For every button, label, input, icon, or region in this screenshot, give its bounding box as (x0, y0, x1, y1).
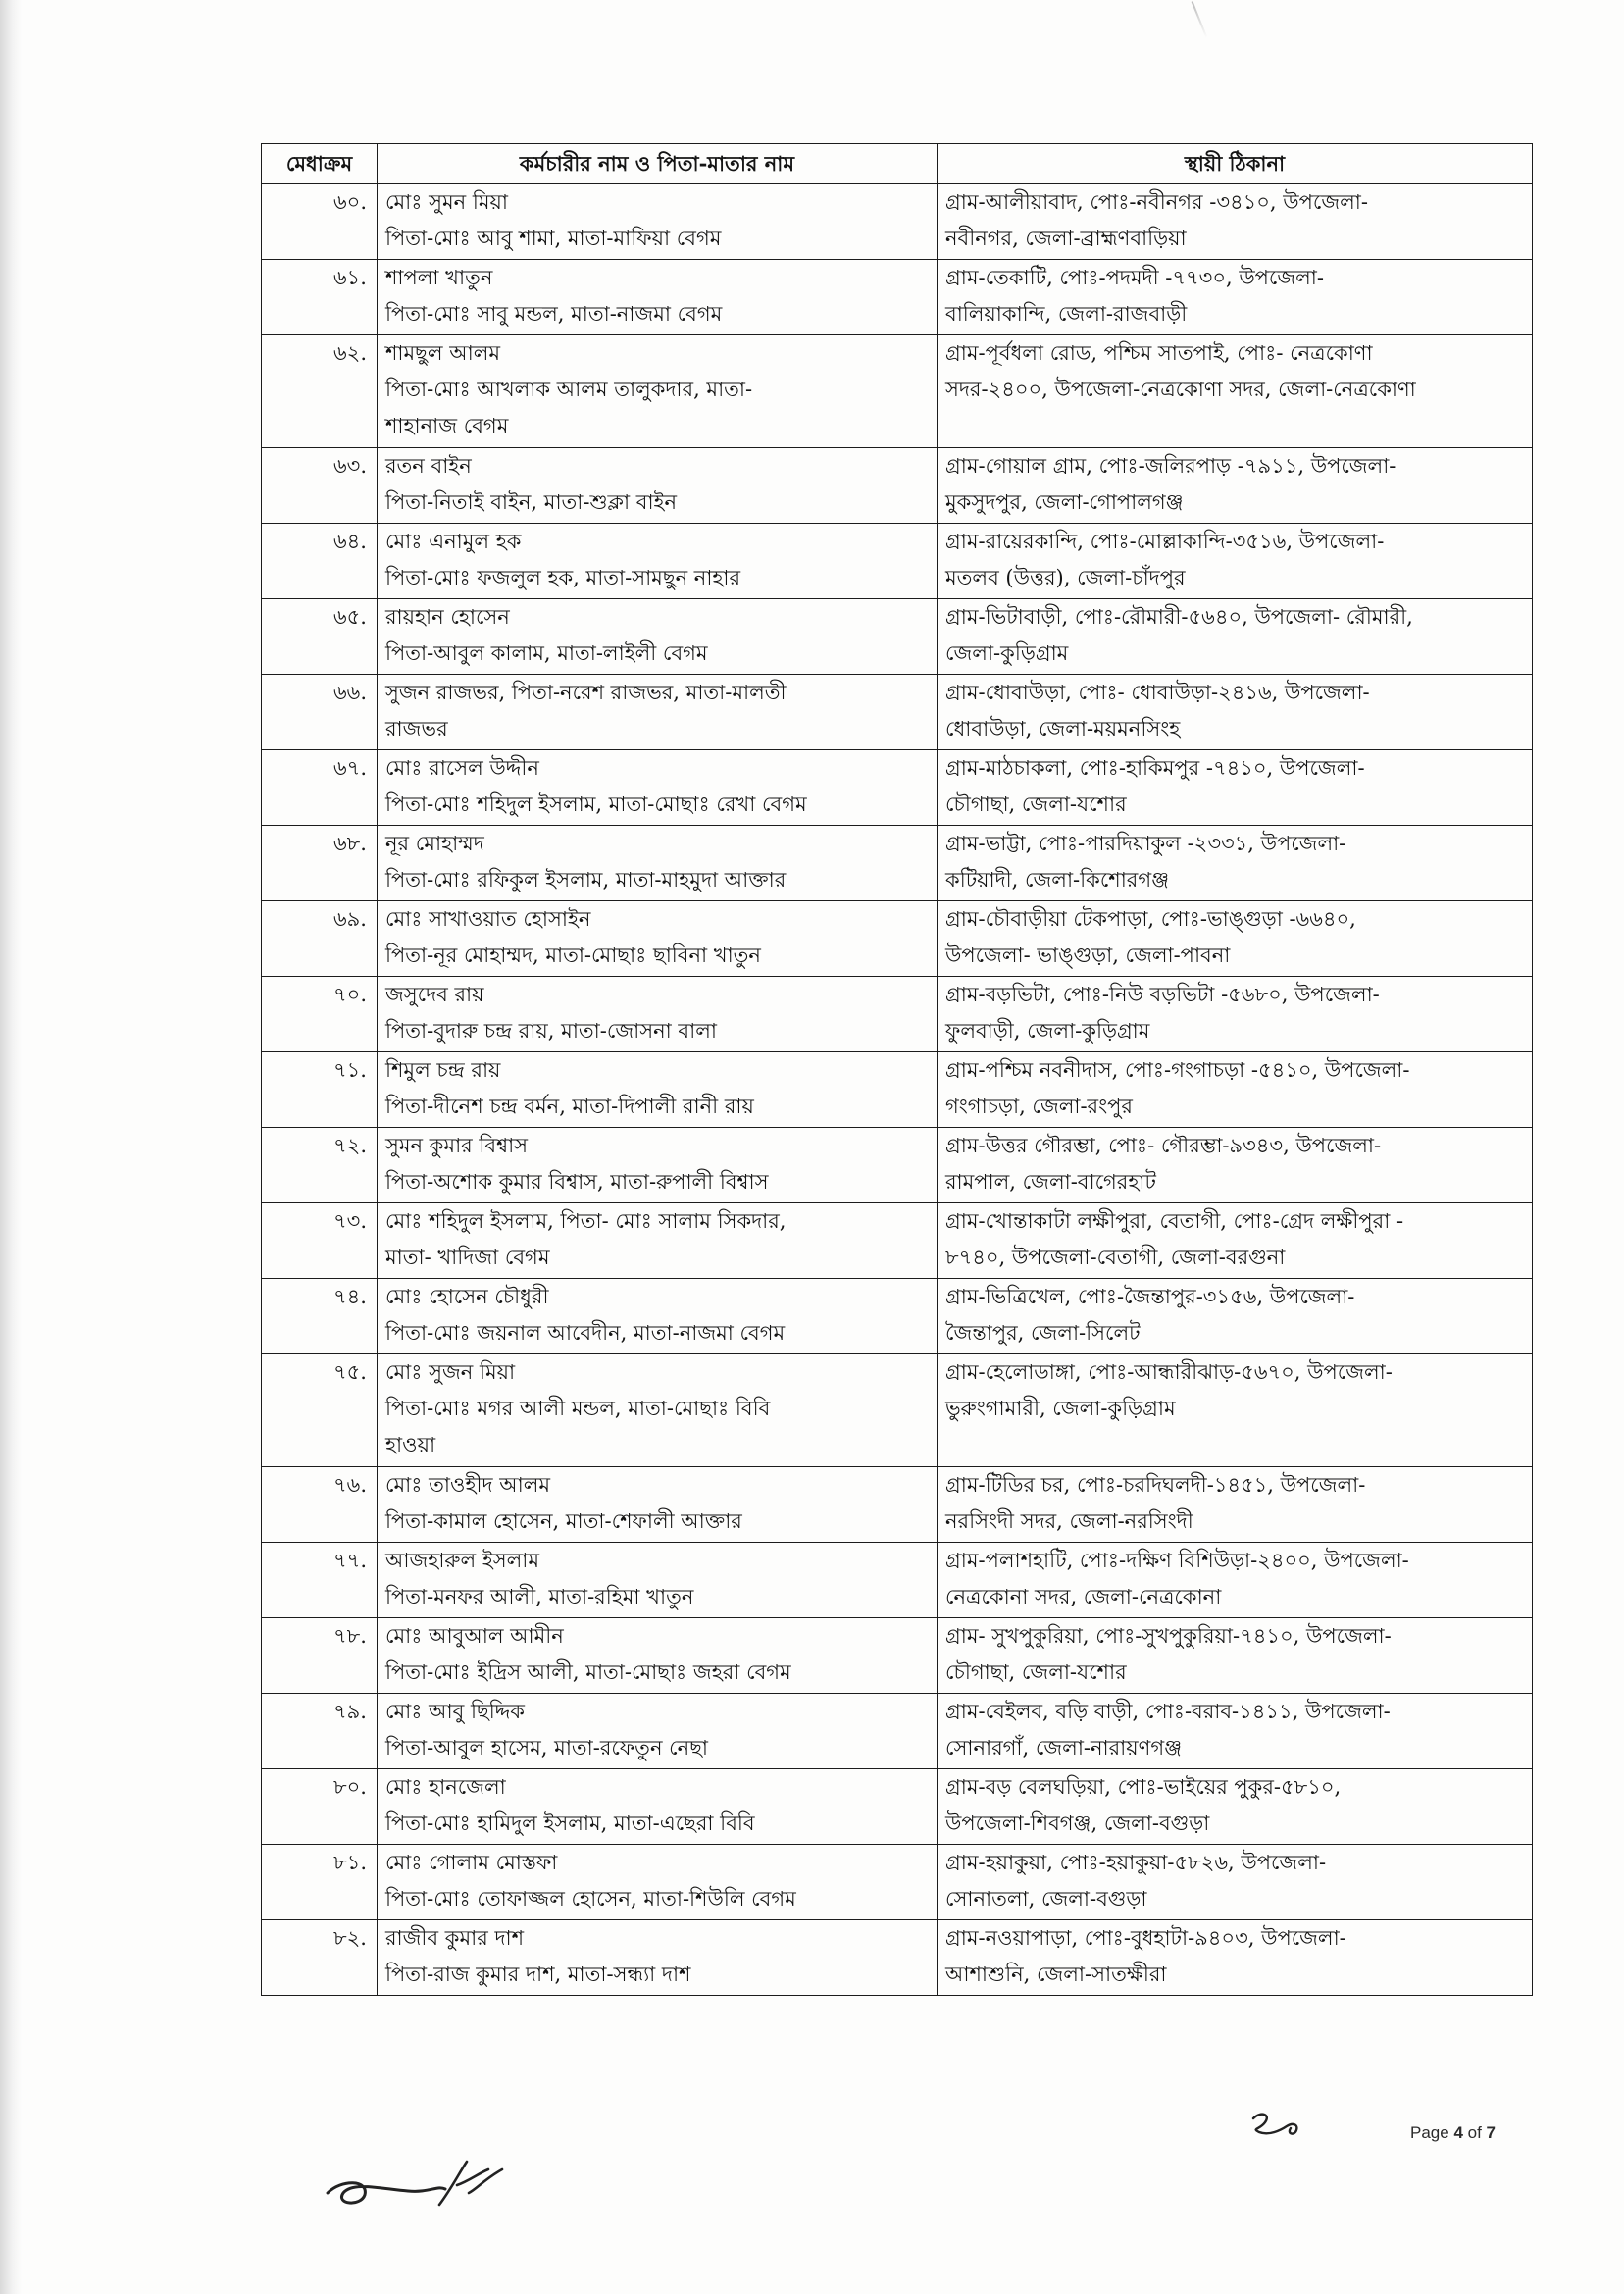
parent-names-line: পিতা-নূর মোহাম্মদ, মাতা-মোছাঃ ছাবিনা খাতুন (385, 943, 761, 967)
employee-name: রাজীব কুমার দাশ (385, 1926, 525, 1950)
address-line: উপজেলা- ভাঙ্গুড়া, জেলা-পাবনা (945, 943, 1231, 967)
table-row (262, 1128, 1533, 1203)
parent-names-line: মাতা- খাদিজা বেগম (385, 1246, 550, 1269)
table-row (262, 184, 1533, 260)
employee-name: মোঃ সাখাওয়াত হোসাইন (385, 907, 591, 931)
parent-names-line: পিতা-মোঃ ফজলুল হক, মাতা-সামছুন নাহার (385, 566, 741, 589)
parent-names-line: শাহানাজ বেগম (385, 414, 509, 437)
employee-name: শাপলা খাতুন (385, 266, 493, 289)
name-cell (378, 1694, 938, 1769)
page-number (1410, 2123, 1496, 2143)
serial-cell: ৭৭. (262, 1543, 378, 1618)
parent-names-line: হাওয়া (385, 1433, 436, 1456)
serial-cell: ৬৭. (262, 750, 378, 826)
parent-names-line: পিতা-মোঃ তোফাজ্জল হোসেন, মাতা-শিউলি বেগম (385, 1887, 796, 1911)
name-cell (378, 1920, 938, 1996)
address-line: গ্রাম-ভাট্টা, পোঃ-পারদিয়াকুল -২৩৩১, উপজেলা- (945, 832, 1346, 855)
address-line: গ্রাম-ভিটাবাড়ী, পোঃ-রৌমারী-৫৬৪০, উপজেলা- রৌমারী, (945, 605, 1413, 629)
name-cell (378, 599, 938, 675)
employee-name: রতন বাইন (385, 454, 472, 478)
address-line: নবীনগর, জেলা-ব্রাহ্মণবাড়িয়া (945, 227, 1187, 250)
employee-name: সুমন কুমার বিশ্বাস (385, 1134, 529, 1157)
table-row (262, 1845, 1533, 1920)
address-cell (938, 1279, 1533, 1354)
address-line: সোনারগাঁ, জেলা-নারায়ণগঞ্জ (945, 1736, 1183, 1759)
table-row (262, 1920, 1533, 1996)
employee-name: মোঃ আবু ছিদ্দিক (385, 1700, 525, 1723)
parent-names-line: পিতা-দীনেশ চন্দ্র বর্মন, মাতা-দিপালী রানী রায় (385, 1095, 754, 1118)
address-cell (938, 901, 1533, 977)
address-cell (938, 524, 1533, 599)
address-cell (938, 1128, 1533, 1203)
header-name: কর্মচারীর নাম ও পিতা-মাতার নাম (378, 144, 938, 184)
table-row (262, 599, 1533, 675)
header-address: স্থায়ী ঠিকানা (938, 144, 1533, 184)
address-cell (938, 1694, 1533, 1769)
address-line: নরসিংদী সদর, জেলা-নরসিংদী (945, 1509, 1193, 1533)
serial-cell: ৮১. (262, 1845, 378, 1920)
address-cell (938, 750, 1533, 826)
employee-name: মোঃ শহিদুল ইসলাম, পিতা- মোঃ সালাম সিকদার, (385, 1209, 787, 1233)
address-cell (938, 1543, 1533, 1618)
address-line: গ্রাম-বেইলব, বড়ি বাড়ী, পোঃ-বরাব-১৪১১, উপজেলা- (945, 1700, 1391, 1723)
header-serial: মেধাক্রম (262, 144, 378, 184)
address-line: গ্রাম-হয়াকুয়া, পোঃ-হয়াকুয়া-৫৮২৬, উপজেলা- (945, 1851, 1327, 1874)
table-row (262, 977, 1533, 1052)
address-line: গংগাচড়া, জেলা-রংপুর (945, 1095, 1133, 1118)
address-line: গ্রাম-রায়েরকান্দি, পোঃ-মোল্লাকান্দি-৩৫১৬, উপজেলা- (945, 530, 1385, 553)
employee-name: মোঃ হোসেন চৌধুরী (385, 1285, 549, 1308)
scan-edge-shadow (0, 0, 22, 2294)
parent-names-line: পিতা-অশোক কুমার বিশ্বাস, মাতা-রুপালী বিশ্বাস (385, 1170, 769, 1194)
employee-name: মোঃ তাওহীদ আলম (385, 1473, 550, 1497)
table-row (262, 524, 1533, 599)
name-cell (378, 260, 938, 335)
address-cell (938, 675, 1533, 750)
address-line: সদর-২৪০০, উপজেলা-নেত্রকোণা সদর, জেলা-নেত্রকোণা (945, 378, 1416, 401)
parent-names-line: পিতা-রাজ কুমার দাশ, মাতা-সন্ধ্যা দাশ (385, 1963, 691, 1986)
serial-cell: ৮০. (262, 1769, 378, 1845)
parent-names-line: পিতা-মোঃ আবু শামা, মাতা-মাফিয়া বেগম (385, 227, 722, 250)
name-cell (378, 335, 938, 448)
address-line: সোনাতলা, জেলা-বগুড়া (945, 1887, 1147, 1911)
address-cell (938, 1467, 1533, 1543)
address-cell (938, 1920, 1533, 1996)
name-cell (378, 1203, 938, 1279)
name-cell (378, 1128, 938, 1203)
address-cell (938, 826, 1533, 901)
table-row (262, 1279, 1533, 1354)
employee-name: মোঃ এনামুল হক (385, 530, 522, 553)
table-body (262, 184, 1533, 1996)
table-row (262, 1354, 1533, 1467)
address-cell (938, 448, 1533, 524)
serial-cell: ৭৩. (262, 1203, 378, 1279)
address-line: গ্রাম- সুখপুকুরিয়া, পোঃ-সুখপুকুরিয়া-৭৪১০, উপজেলা- (945, 1624, 1392, 1648)
table-row (262, 448, 1533, 524)
address-line: রামপাল, জেলা-বাগেরহাট (945, 1170, 1156, 1194)
name-cell (378, 448, 938, 524)
serial-cell: ৬৫. (262, 599, 378, 675)
name-cell (378, 1052, 938, 1128)
serial-cell: ৭৮. (262, 1618, 378, 1694)
page-total: 7 (1486, 2123, 1496, 2142)
address-line: ভুরুংগামারী, জেলা-কুড়িগ্রাম (945, 1397, 1176, 1420)
table-row (262, 335, 1533, 448)
parent-names-line: পিতা-মোঃ জয়নাল আবেদীন, মাতা-নাজমা বেগম (385, 1321, 786, 1345)
address-line: ধোবাউড়া, জেলা-ময়মনসিংহ (945, 717, 1181, 740)
name-cell (378, 524, 938, 599)
table-row (262, 1769, 1533, 1845)
address-line: গ্রাম-নওয়াপাড়া, পোঃ-বুধহাটা-৯৪০৩, উপজেলা- (945, 1926, 1346, 1950)
signature-mark (322, 2150, 547, 2218)
employee-name: রায়হান হোসেন (385, 605, 510, 629)
address-line: গ্রাম-তেকাটি, পোঃ-পদমদী -৭৭৩০, উপজেলা- (945, 266, 1324, 289)
scan-fold-mark (1192, 1, 1208, 38)
address-line: মতলব (উত্তর), জেলা-চাঁদপুর (945, 566, 1186, 589)
employee-name: শামছুল আলম (385, 341, 501, 365)
table-row (262, 1203, 1533, 1279)
name-cell (378, 1769, 938, 1845)
table-row (262, 750, 1533, 826)
table-row (262, 826, 1533, 901)
name-cell (378, 675, 938, 750)
address-line: আশাশুনি, জেলা-সাতক্ষীরা (945, 1963, 1167, 1986)
serial-cell: ৬৩. (262, 448, 378, 524)
parent-names-line: পিতা-মোঃ ইদ্রিস আলী, মাতা-মোছাঃ জহরা বেগম (385, 1660, 791, 1684)
address-line: ৮৭৪০, উপজেলা-বেতাগী, জেলা-বরগুনা (945, 1246, 1286, 1269)
page-current: 4 (1453, 2123, 1463, 2142)
address-cell (938, 1769, 1533, 1845)
serial-cell: ৭৪. (262, 1279, 378, 1354)
address-line: গ্রাম-টিডির চর, পোঃ-চরদিঘলদী-১৪৫১, উপজেলা- (945, 1473, 1366, 1497)
parent-names-line: পিতা-মোঃ সাবু মন্ডল, মাতা-নাজমা বেগম (385, 302, 723, 326)
table-row (262, 901, 1533, 977)
serial-cell: ৭৫. (262, 1354, 378, 1467)
address-line: নেত্রকোনা সদর, জেলা-নেত্রকোনা (945, 1585, 1222, 1608)
table-row (262, 675, 1533, 750)
table-row (262, 1694, 1533, 1769)
parent-names-line: পিতা-আবুল কালাম, মাতা-লাইলী বেগম (385, 641, 708, 665)
table-row (262, 1618, 1533, 1694)
address-line: গ্রাম-উত্তর গৌরম্ভা, পোঃ- গৌরম্ভা-৯৩৪৩, উপজেলা- (945, 1134, 1382, 1157)
address-line: ফুলবাড়ী, জেলা-কুড়িগ্রাম (945, 1019, 1150, 1043)
table-row (262, 260, 1533, 335)
address-line: গ্রাম-গোয়াল গ্রাম, পোঃ-জলিরপাড় -৭৯১১, উপজেলা- (945, 454, 1396, 478)
address-cell (938, 1203, 1533, 1279)
address-cell (938, 184, 1533, 260)
address-line: জেলা-কুড়িগ্রাম (945, 641, 1069, 665)
address-cell (938, 1052, 1533, 1128)
employee-roster-table (261, 143, 1533, 1996)
serial-cell: ৬০. (262, 184, 378, 260)
employee-name: মোঃ সুজন মিয়া (385, 1360, 516, 1384)
parent-names-line: পিতা-আবুল হাসেম, মাতা-রফেতুন নেছা (385, 1736, 709, 1759)
parent-names-line: পিতা-মোঃ মগর আলী মন্ডল, মাতা-মোছাঃ বিবি (385, 1397, 771, 1420)
employee-name: মোঃ রাসেল উদ্দীন (385, 756, 539, 780)
address-line: কটিয়াদী, জেলা-কিশোরগঞ্জ (945, 868, 1170, 892)
name-cell (378, 750, 938, 826)
serial-cell: ৬২. (262, 335, 378, 448)
serial-cell: ৮২. (262, 1920, 378, 1996)
address-line: গ্রাম-পূর্বধলা রোড, পশ্চিম সাতপাই, পোঃ- নেত্রকোণা (945, 341, 1373, 365)
address-line: গ্রাম-পলাশহাটি, পোঃ-দক্ষিণ বিশিউড়া-২৪০০, উপজেলা- (945, 1549, 1409, 1572)
address-cell (938, 977, 1533, 1052)
address-cell (938, 1618, 1533, 1694)
address-line: মুকসুদপুর, জেলা-গোপালগঞ্জ (945, 490, 1184, 514)
name-cell (378, 1543, 938, 1618)
name-cell (378, 901, 938, 977)
table-header-row (262, 144, 1533, 184)
address-cell (938, 1845, 1533, 1920)
name-cell (378, 1618, 938, 1694)
serial-cell: ৭৯. (262, 1694, 378, 1769)
name-cell (378, 977, 938, 1052)
employee-name: মোঃ হানজেলা (385, 1775, 506, 1799)
address-line: বালিয়াকান্দি, জেলা-রাজবাড়ী (945, 302, 1188, 326)
name-cell (378, 1279, 938, 1354)
address-line: গ্রাম-চৌবাড়ীয়া টেকপাড়া, পোঃ-ভাঙ্গুড়া -৬৬৪০, (945, 907, 1356, 931)
serial-cell: ৬১. (262, 260, 378, 335)
name-cell (378, 1467, 938, 1543)
employee-name: আজহারুল ইসলাম (385, 1549, 540, 1572)
employee-name: মোঃ গোলাম মোস্তফা (385, 1851, 558, 1874)
address-cell (938, 1354, 1533, 1467)
serial-cell: ৬৮. (262, 826, 378, 901)
address-line: গ্রাম-মাঠচাকলা, পোঃ-হাকিমপুর -৭৪১০, উপজেলা- (945, 756, 1365, 780)
address-line: চৌগাছা, জেলা-যশোর (945, 1660, 1127, 1684)
parent-names-line: পিতা-বুদারু চন্দ্র রায়, মাতা-জোসনা বালা (385, 1019, 717, 1043)
employee-name: শিমুল চন্দ্র রায় (385, 1058, 501, 1082)
serial-cell: ৭৬. (262, 1467, 378, 1543)
address-line: জৈন্তাপুর, জেলা-সিলেট (945, 1321, 1141, 1345)
page-prefix: Page (1410, 2123, 1454, 2142)
parent-names-line: রাজভর (385, 717, 448, 740)
serial-cell: ৬৬. (262, 675, 378, 750)
page-separator: of (1462, 2123, 1487, 2142)
parent-names-line: পিতা-নিতাই বাইন, মাতা-শুক্লা বাইন (385, 490, 677, 514)
name-cell (378, 1845, 938, 1920)
address-line: গ্রাম-বড় বেলঘড়িয়া, পোঃ-ভাইয়ের পুকুর-৫৮১০, (945, 1775, 1342, 1799)
employee-name: মোঃ সুমন মিয়া (385, 190, 509, 214)
address-line: গ্রাম-আলীয়াবাদ, পোঃ-নবীনগর -৩৪১০, উপজেলা- (945, 190, 1368, 214)
employee-name: নূর মোহাম্মদ (385, 832, 484, 855)
address-line: গ্রাম-ধোবাউড়া, পোঃ- ধোবাউড়া-২৪১৬, উপজেলা- (945, 681, 1370, 704)
parent-names-line: পিতা-মোঃ শহিদুল ইসলাম, মাতা-মোছাঃ রেখা বেগম (385, 792, 807, 816)
name-cell (378, 184, 938, 260)
address-line: চৌগাছা, জেলা-যশোর (945, 792, 1127, 816)
serial-cell: ৭১. (262, 1052, 378, 1128)
employee-name: মোঃ আবুআল আমীন (385, 1624, 564, 1648)
name-cell (378, 1354, 938, 1467)
address-line: গ্রাম-বড়ভিটা, পোঃ-নিউ বড়ভিটা -৫৬৮০, উপজেলা- (945, 983, 1380, 1006)
serial-cell: ৬৯. (262, 901, 378, 977)
address-cell (938, 599, 1533, 675)
initials-mark (1247, 2109, 1306, 2142)
address-line: গ্রাম-ভিত্রিখেল, পোঃ-জৈন্তাপুর-৩১৫৬, উপজেলা- (945, 1285, 1355, 1308)
name-cell (378, 826, 938, 901)
employee-name: জসুদেব রায় (385, 983, 484, 1006)
address-line: গ্রাম-পশ্চিম নবনীদাস, পোঃ-গংগাচড়া -৫৪১০, উপজেলা- (945, 1058, 1410, 1082)
address-line: গ্রাম-হেলোডাঙ্গা, পোঃ-আন্ধারীঝাড়-৫৬৭০, উপজেলা- (945, 1360, 1393, 1384)
parent-names-line: পিতা-মনফর আলী, মাতা-রহিমা খাতুন (385, 1585, 694, 1608)
address-cell (938, 260, 1533, 335)
parent-names-line: পিতা-মোঃ হামিদুল ইসলাম, মাতা-এছেরা বিবি (385, 1811, 755, 1835)
parent-names-line: পিতা-মোঃ আখলাক আলম তালুকদার, মাতা- (385, 378, 753, 401)
serial-cell: ৭২. (262, 1128, 378, 1203)
serial-cell: ৭০. (262, 977, 378, 1052)
address-line: উপজেলা-শিবগঞ্জ, জেলা-বগুড়া (945, 1811, 1210, 1835)
address-cell (938, 335, 1533, 448)
employee-name: সুজন রাজভর, পিতা-নরেশ রাজভর, মাতা-মালতী (385, 681, 787, 704)
table-row (262, 1052, 1533, 1128)
table-row (262, 1543, 1533, 1618)
parent-names-line: পিতা-মোঃ রফিকুল ইসলাম, মাতা-মাহমুদা আক্তার (385, 868, 787, 892)
parent-names-line: পিতা-কামাল হোসেন, মাতা-শেফালী আক্তার (385, 1509, 742, 1533)
serial-cell: ৬৪. (262, 524, 378, 599)
table-row (262, 1467, 1533, 1543)
address-line: গ্রাম-খোন্তাকাটা লক্ষীপুরা, বেতাগী, পোঃ-গ্রেদ লক্ষীপুরা - (945, 1209, 1404, 1233)
